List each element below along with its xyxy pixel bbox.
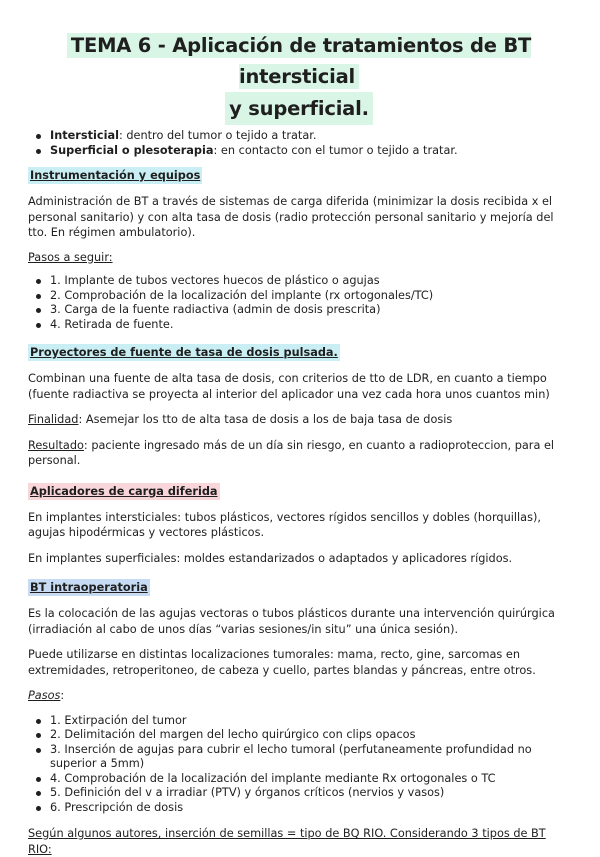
paragraph: En implantes intersticiales: tubos plásticos, vectores rígidos sencillos y dobles (horquillas), agujas hipodérmicas y vectores plásticos.	[28, 510, 541, 539]
list-item: 6. Prescripción de dosis	[50, 801, 570, 816]
page-title	[28, 30, 570, 125]
list-item: 3. Inserción de agujas para cubrir el lecho tumoral (perfutaneamente profundidad no superior a 5mm)	[50, 743, 570, 772]
intro-list	[28, 129, 570, 158]
list-item: 3. Carga de la fuente radiactiva (admin de dosis prescrita)	[50, 303, 570, 318]
title-line-1: TEMA 6 - Aplicación de tratamientos de BT intersticial	[67, 33, 531, 89]
paragraph: Puede utilizarse en distintas localizaciones tumorales: mama, recto, gine, sarcomas en extremidades, retroperitoneo, de cabeza y cuello, partes blandas y páncreas, entre otros.	[28, 648, 536, 677]
steps-list	[28, 714, 570, 816]
list-item: 5. Definición del v a irradiar (PTV) y órganos críticos (nervios y vasos)	[50, 786, 570, 801]
section-heading-bt-intraoperatoria: BT intraoperatoria	[30, 581, 148, 594]
section-heading-proyectores: Proyectores de fuente de tasa de dosis pulsada.	[30, 346, 338, 359]
list-item: 2. Comprobación de la localización del implante (rx ortogonales/TC)	[50, 289, 570, 304]
paragraph: En implantes superficiales: moldes estandarizados o adaptados y aplicadores rígidos.	[28, 551, 513, 565]
footer-line: Según algunos autores, inserción de semillas = tipo de BQ RIO. Considerando 3 tipos de BT RIO:	[28, 827, 546, 856]
resultado-line: Resultado: paciente ingresado más de un día sin riesgo, en cuanto a radioproteccion, para el personal.	[28, 438, 555, 467]
paragraph: Es la colocación de las agujas vectoras o tubos plásticos durante una intervención quirúrgica (irradiación al cabo de unos días “varias sesiones/in situ” una única sesión).	[28, 607, 555, 636]
title-line-2: y superficial.	[225, 92, 373, 125]
list-item: 1. Extirpación del tumor	[50, 714, 570, 729]
section-heading-aplicadores: Aplicadores de carga diferida	[30, 484, 218, 498]
steps-label: Pasos a seguir:	[28, 250, 113, 264]
paragraph: Combinan una fuente de alta tasa de dosis, con criterios de tto de LDR, en cuanto a tiempo (fuente radiactiva se proyecta al interior del aplicador una vez cada hora unos cuantos min)	[28, 372, 550, 401]
steps-list	[28, 274, 570, 332]
list-item: 1. Implante de tubos vectores huecos de plástico o agujas	[50, 274, 570, 289]
pasos-label: Pasos:	[28, 689, 65, 702]
list-item: 4. Comprobación de la localización del implante mediante Rx ortogonales o TC	[50, 772, 570, 787]
finalidad-line: Finalidad: Asemejar los tto de alta tasa de dosis a los de baja tasa de dosis	[28, 413, 453, 426]
list-item: Superficial o plesoterapia: en contacto con el tumor o tejido a tratar.	[50, 144, 570, 159]
paragraph: Administración de BT a través de sistemas de carga diferida (minimizar la dosis recibida x el personal sanitario) y con alta tasa de dosis (radio protección personal sanitario y mejoría del tto. En régimen ambulatorio).	[28, 195, 554, 239]
list-item: Intersticial: dentro del tumor o tejido a tratar.	[50, 129, 570, 144]
section-heading-instrumentacion: Instrumentación y equipos	[30, 169, 201, 182]
list-item: 2. Delimitación del margen del lecho quirúrgico con clips opacos	[50, 728, 570, 743]
list-item: 4. Retirada de fuente.	[50, 318, 570, 333]
